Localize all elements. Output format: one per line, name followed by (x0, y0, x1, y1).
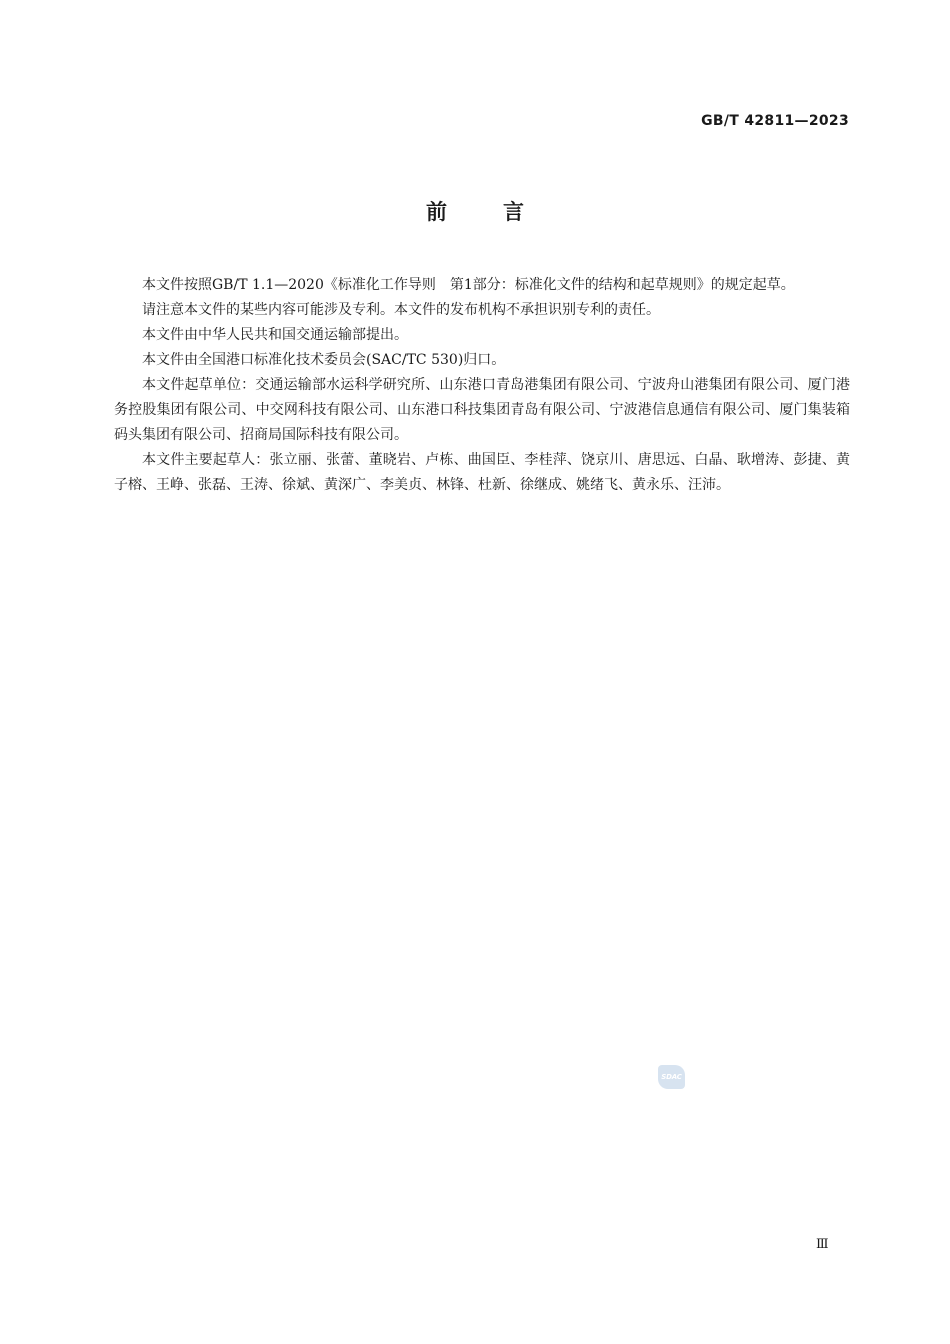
standard-number: GB/T 42811—2023 (701, 113, 849, 129)
foreword-body (114, 273, 850, 498)
paragraph-proposed-by: 本文件由中华人民共和国交通运输部提出。 (142, 327, 408, 343)
paragraph-drafting-organizations: 本文件起草单位：交通运输部水运科学研究所、山东港口青岛港集团有限公司、宁波舟山港集团有限公司、厦门港务控股集团有限公司、中交网科技有限公司、山东港口科技集团青岛有限公司、宁波港信息通信有限公司、厦门集装箱码头集团有限公司、招商局国际科技有限公司。 (114, 377, 850, 443)
title-char-1: 前 (426, 200, 447, 224)
paragraph-administered-by: 本文件由全国港口标准化技术委员会(SAC/TC 530)归口。 (142, 352, 506, 368)
page-number: Ⅲ (816, 1237, 829, 1252)
paragraph-drafters: 本文件主要起草人：张立丽、张蕾、董晓岩、卢栋、曲国臣、李桂萍、饶京川、唐思远、白晶、耿增涛、彭捷、黄子榕、王峥、张磊、王涛、徐斌、黄深广、李美贞、林锋、杜新、徐继成、姚绪飞、黄永乐、汪沛。 (114, 452, 850, 493)
title-char-2: 言 (503, 200, 524, 224)
page-title (0, 196, 950, 226)
sdac-watermark-logo: SDAC (658, 1065, 685, 1089)
paragraph-drafting-rules: 本文件按照GB/T 1.1—2020《标准化工作导则 第1部分：标准化文件的结构和起草规则》的规定起草。 (142, 277, 795, 293)
paragraph-patent-notice: 请注意本文件的某些内容可能涉及专利。本文件的发布机构不承担识别专利的责任。 (142, 302, 660, 318)
